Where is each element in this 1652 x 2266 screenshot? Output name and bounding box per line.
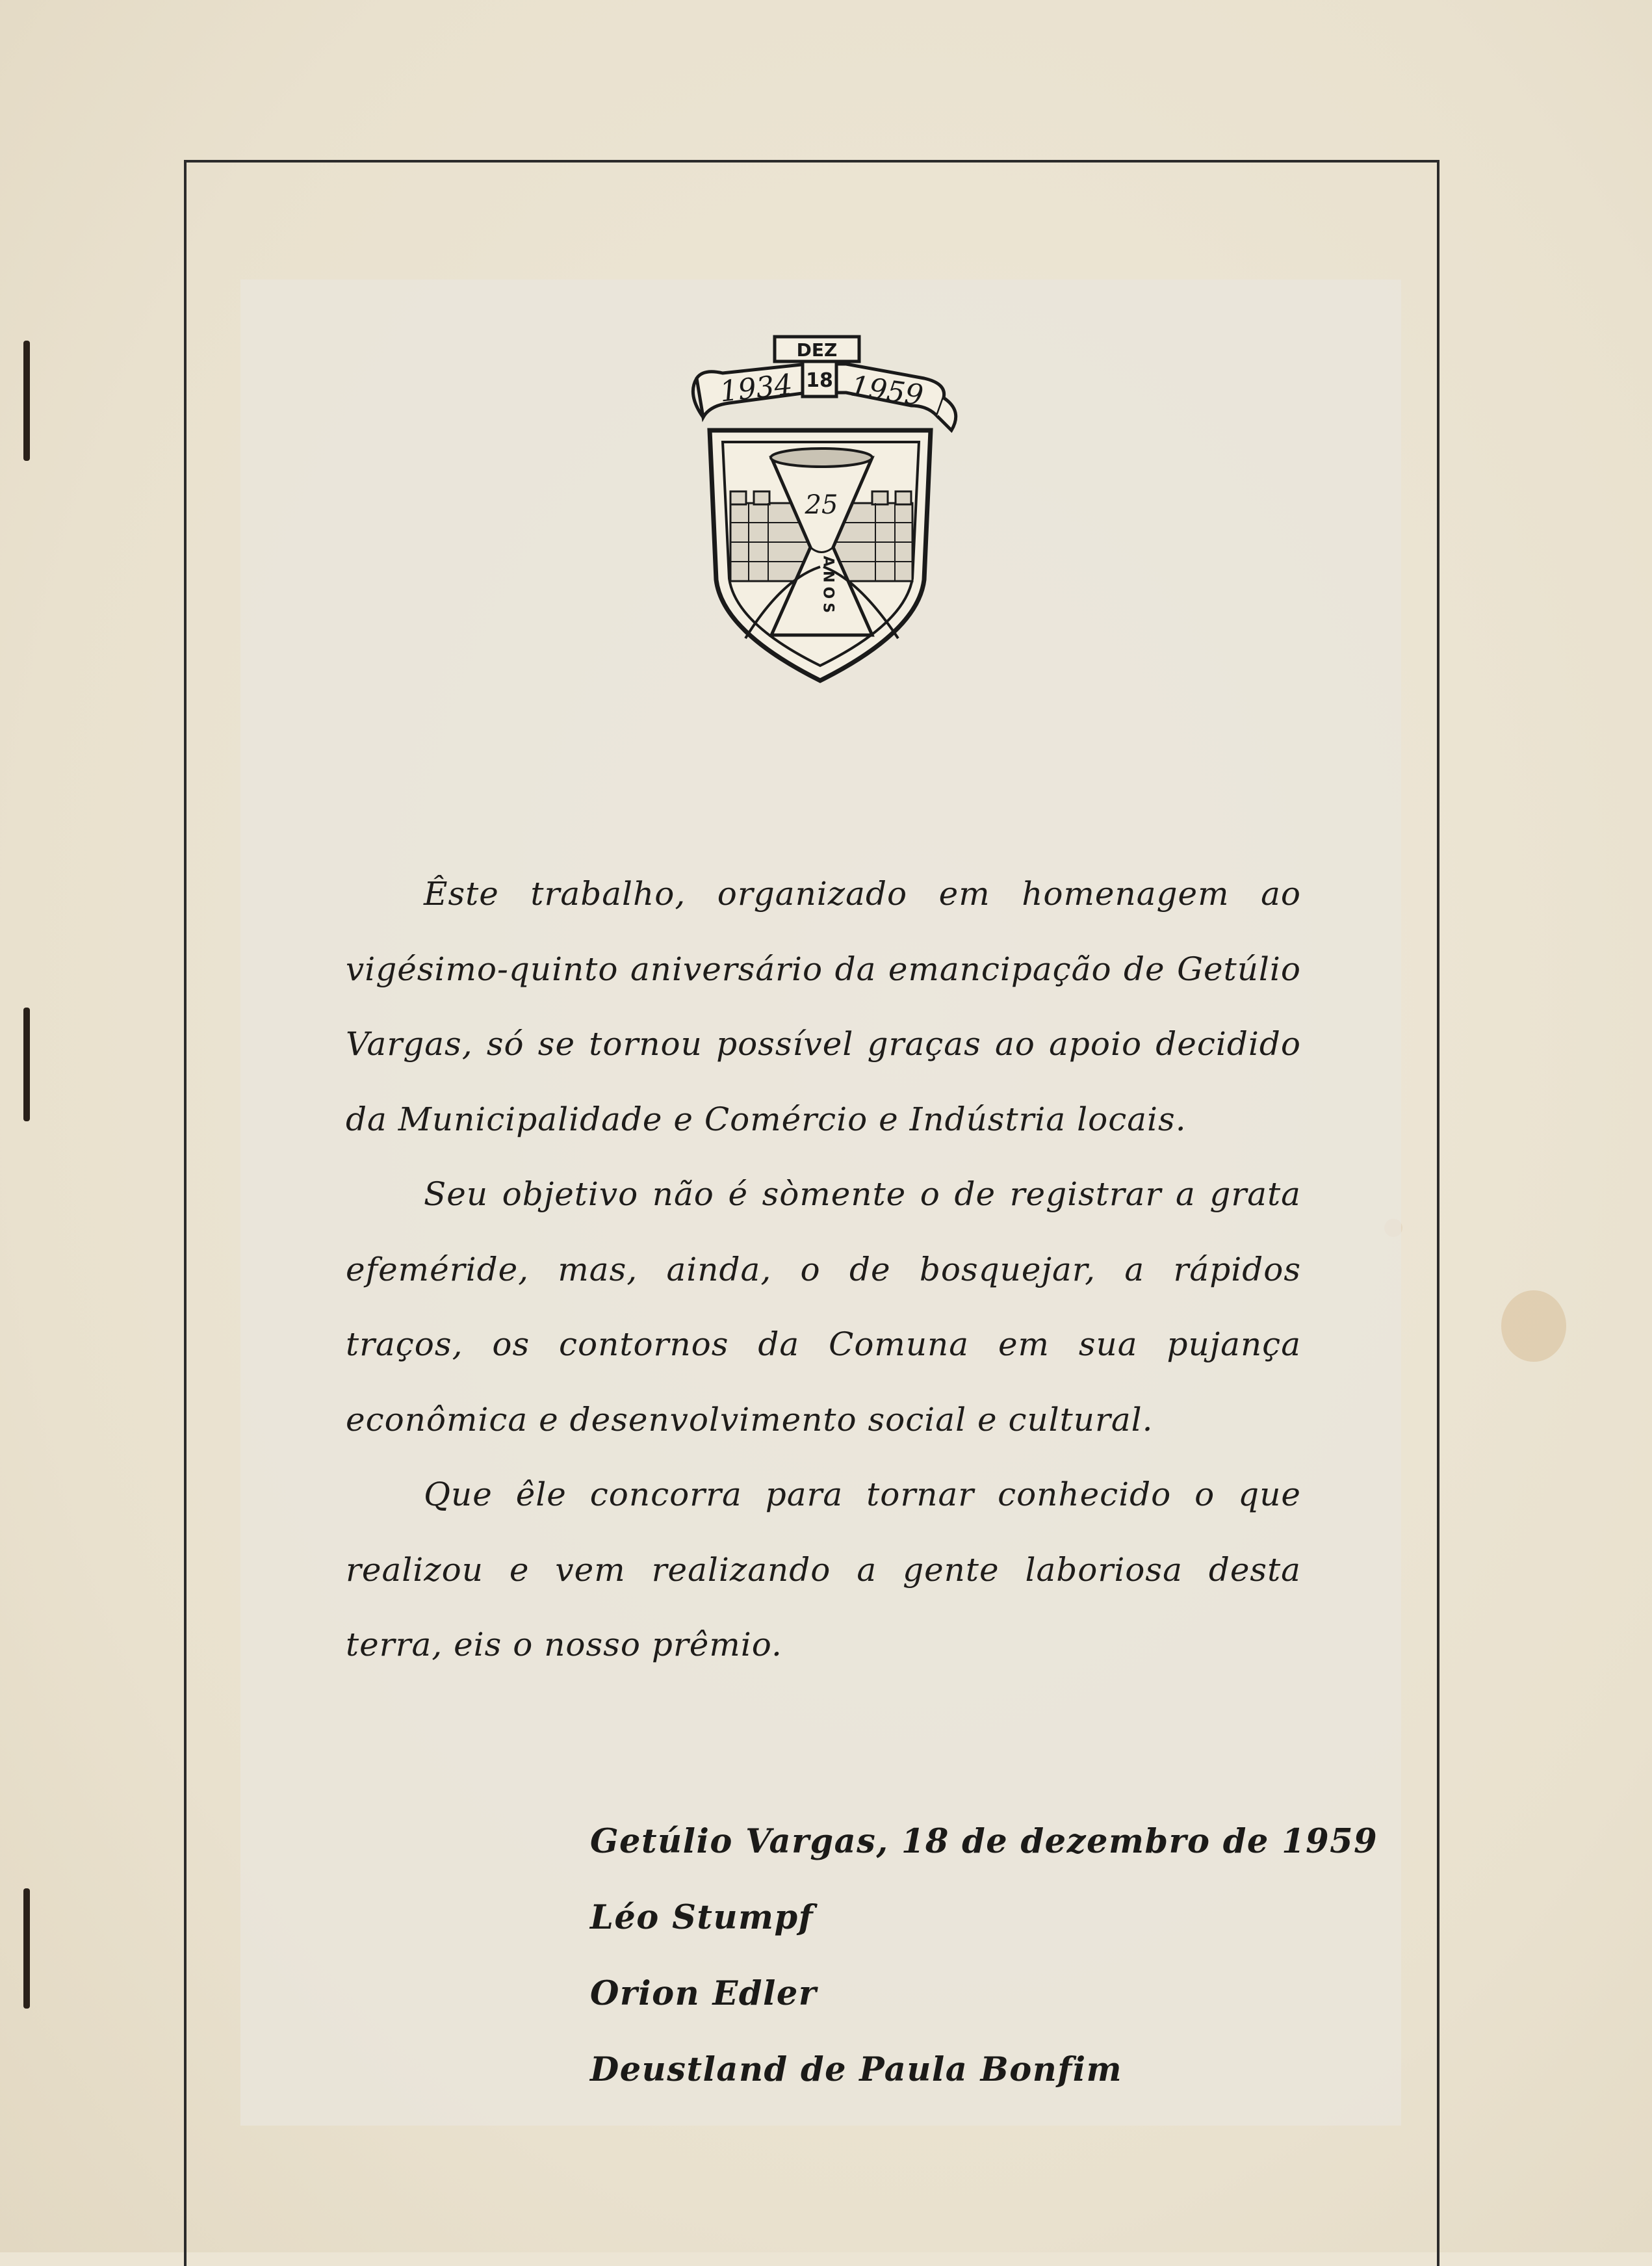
emblem-anniversary-number: 25 xyxy=(805,490,838,520)
emblem-anniversary-word: ANOS xyxy=(820,556,836,617)
paper-stain xyxy=(1501,1290,1566,1362)
emblem-label-dez: DEZ xyxy=(796,339,838,361)
paragraph-3: Que êle concorra para tornar conhecido o que realizou e vem realizando a gente laboriosa desta terra, eis o nosso prêmio. xyxy=(346,1476,1301,1663)
paragraph-2: Seu objetivo não é sòmente o de registrar a grata efeméride, mas, ainda, o de bosquejar, a rápidos traços, os contornos da Comuna em sua pujança econômica e desenvolvimento social e cultural. xyxy=(346,1175,1301,1439)
dedication-text xyxy=(346,857,1301,1683)
emblem-day: 18 xyxy=(806,369,833,392)
emblem-year-end: 1959 xyxy=(848,369,925,413)
author-name: Deustland de Paula Bonfim xyxy=(590,2050,1123,2089)
binding-staple-bottom xyxy=(23,1888,30,2009)
author-name: Léo Stumpf xyxy=(590,1898,814,1937)
binding-staple-middle xyxy=(23,1008,30,1121)
coat-of-arms-emblem xyxy=(684,333,970,684)
emblem-year-start: 1934 xyxy=(718,368,794,409)
place-date: Getúlio Vargas, 18 de dezembro de 1959 xyxy=(590,1822,1378,1861)
binding-staple-top xyxy=(23,341,30,461)
paragraph-1: Êste trabalho, organizado em homenagem ao vigésimo-quinto aniversário da emancipação de Getúlio Vargas, só se tornou possível graças ao apoio decidido da Municipalidade e Comércio e Indústria locais. xyxy=(346,875,1301,1138)
signature-block xyxy=(590,1804,1378,2108)
author-name: Orion Edler xyxy=(590,1974,818,2013)
